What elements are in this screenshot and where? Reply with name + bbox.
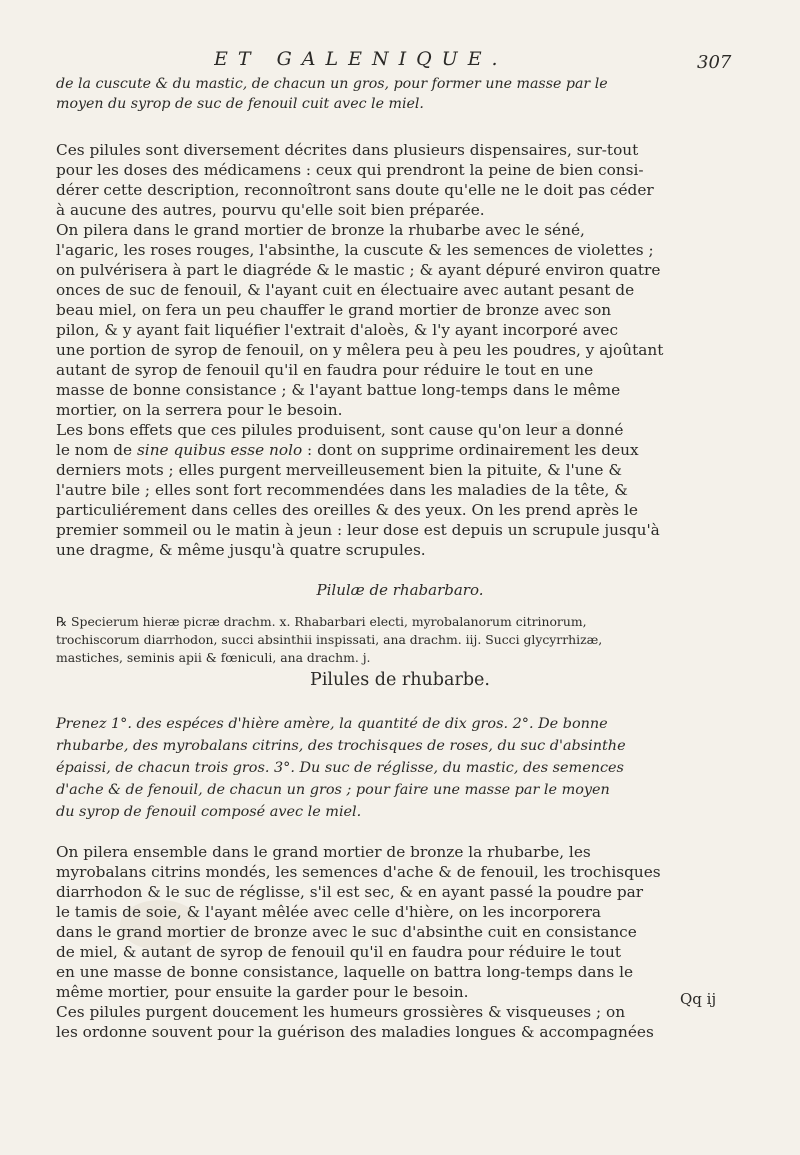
paragraph-text: Ces pilules sont diversement décrites dans plusieurs dispensaires, sur-tout pour les doses des médicamens : ceux qui prendront la peine de bien consi- dérer cette description, reconnoîtront sans doute qu'elle ne le doit pas céder à aucune des autres, pourvu qu'elle soit bien préparée. On pilera dans le grand mortier de bronze la rhubarbe avec le séné, l'agaric, les roses rouges, l'absinthe, la cuscute & les semences de violettes ; on pulvérisera à part le diagréde & le mastic ; & ayant dépuré environ quatre onces de suc de fenouil, & l'ayant cuit en électuaire avec autant pesant de beau miel, on fera un peu chauffer le grand mortier de bronze avec son pilon, & y ayant fait liquéfier l'extrait d'aloès, & l'y ayant incorporé avec une portion de syrop de fenouil, on y mêlera peu à peu les poudres, y ajoûtant autant de syrop de fenouil qu'il en faudra pour réduire le tout en une masse de bonne consistance ; & l'ayant battue long-temps dans le même mortier, on la serrera pour le besoin. Les bons effets que ces pilules produisent, sont cause qu'on leur a donné le nom de — [56, 141, 664, 459]
preparation-paragraph: On pilera ensemble dans le grand mortier de bronze la rhubarbe, les myrobalans citrins mondés, les semences d'ache & de fenouil, les trochisques diarrhodon & le suc de réglisse, s'il est sec, & en ayant passé la poudre par le tamis de soie, & l'ayant mêlée avec celle d'hière, on les incorporera dans le grand mortier de bronze avec le suc d'absinthe cuit en consistance de miel, & autant de syrop de fenouil qu'il en faudra pour réduire le tout en une masse de bonne consistance, laquelle on battra long-temps dans le même mortier, pour ensuite la garder pour le besoin. Ces pilules purgent doucement les humeurs grossières & visqueuses ; on les ordonne souvent pour la guérison des maladies longues & accompagnées — [56, 843, 661, 1041]
latin-recipe-heading: Pilulæ de rhabarbaro. — [316, 581, 484, 599]
signature-mark: Qq ij — [680, 990, 717, 1008]
running-head: ET GALENIQUE. — [214, 48, 508, 70]
paragraph-pill-description — [56, 140, 770, 560]
latin-pill-name: sine quibus esse nolo — [136, 441, 303, 459]
paragraph-continuation: de la cuscute & du mastic, de chacun un gros, pour former une masse par le moyen du syrop de suc de fenouil cuit avec le miel. — [56, 76, 608, 112]
french-recipe-heading: Pilules de rhubarbe. — [310, 670, 490, 690]
recipe-ingredients: Prenez 1°. des espéces d'hière amère, la quantité de dix gros. 2°. De bonne rhubarbe, des myrobalans citrins, des trochisques de roses, du suc d'absinthe épaissi, de chacun trois gros. 3°. Du suc de réglisse, du mastic, des semences d'ache & de fenouil, de chacun un gros ; pour faire une masse par le moyen du syrop de fenouil composé avec le miel. — [56, 716, 626, 820]
latin-formula: ℞ Specierum hieræ picræ drachm. x. Rhabarbari electi, myrobalanorum citrinorum, trochiscorum diarrhodon, succi absinthii inspissati, ana drachm. iij. Succi glycyrrhizæ, mastiches, seminis apii & fœniculi, ana drachm. j. — [56, 614, 603, 665]
paragraph-text: : dont on supprime ordinairement les deux derniers mots ; elles purgent merveilleusement bien la pituite, & l'une & l'autre bile ; elles sont fort recommendées dans les maladies de la tête, & particuliérement dans celles des oreilles & des yeux. On les prend après le premier sommeil ou le matin à jeun : leur dose est depuis un scrupule jusqu'à une dragme, & même jusqu'à quatre scrupules. — [56, 441, 660, 559]
page-number: 307 — [697, 52, 732, 73]
